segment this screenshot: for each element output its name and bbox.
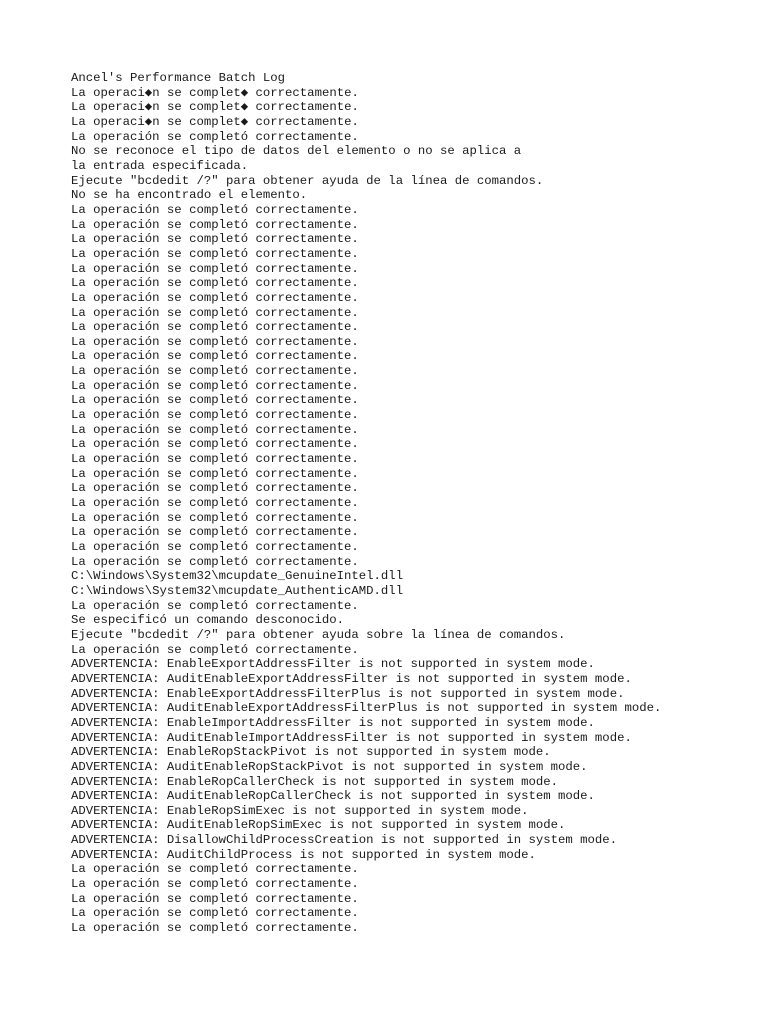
log-line: La operación se completó correctamente.	[71, 276, 359, 291]
log-line: ADVERTENCIA: EnableExportAddressFilter is not supported in system mode.	[71, 657, 595, 672]
log-line: ADVERTENCIA: DisallowChildProcessCreation is not supported in system mode.	[71, 833, 618, 848]
log-line: La operación se completó correctamente.	[71, 422, 359, 437]
log-line: La operaci◆n se complet◆ correctamente.	[71, 100, 359, 115]
log-line: ADVERTENCIA: AuditChildProcess is not supported in system mode.	[71, 847, 536, 862]
log-line: ADVERTENCIA: EnableImportAddressFilter is not supported in system mode.	[71, 715, 595, 730]
log-line: C:\Windows\System32\mcupdate_AuthenticAMD.dll	[71, 583, 404, 598]
log-line: ADVERTENCIA: EnableExportAddressFilterPlus is not supported in system mode.	[71, 686, 625, 701]
log-line: ADVERTENCIA: AuditEnableImportAddressFilter is not supported in system mode.	[71, 730, 632, 745]
log-line: La operación se completó correctamente.	[71, 525, 359, 540]
log-line: La operación se completó correctamente.	[71, 540, 359, 554]
log-line: ADVERTENCIA: AuditEnableRopSimExec is not supported in system mode.	[71, 818, 566, 833]
log-line: La operación se completó correctamente.	[71, 862, 359, 877]
log-line: La operación se completó correctamente.	[71, 217, 359, 232]
log-line: La operación se completó correctamente.	[71, 481, 359, 496]
log-line: La operación se completó correctamente.	[71, 232, 359, 247]
log-line: La operación se completó correctamente.	[71, 364, 359, 379]
log-line: La operación se completó correctamente.	[71, 891, 359, 906]
log-line: La operación se completó correctamente.	[71, 554, 359, 569]
log-line: la entrada especificada.	[71, 158, 249, 173]
log-line: La operación se completó correctamente.	[71, 921, 359, 936]
batch-log-text	[71, 71, 661, 936]
log-line: La operación se completó correctamente.	[71, 202, 359, 217]
log-line: La operación se completó correctamente.	[71, 510, 359, 525]
log-line: La operación se completó correctamente.	[71, 320, 359, 335]
log-line: ADVERTENCIA: EnableRopCallerCheck is not supported in system mode.	[71, 774, 559, 789]
log-line: La operación se completó correctamente.	[71, 290, 359, 305]
log-line: No se reconoce el tipo de datos del elemento o no se aplica a	[71, 144, 522, 159]
log-line: La operación se completó correctamente.	[71, 906, 359, 921]
log-line: ADVERTENCIA: AuditEnableExportAddressFilterPlus is not supported in system mode.	[71, 701, 662, 716]
log-line: Ejecute "bcdedit /?" para obtener ayuda de la línea de comandos.	[71, 173, 544, 188]
log-line: La operación se completó correctamente.	[71, 408, 359, 423]
log-line: No se ha encontrado el elemento.	[71, 188, 308, 203]
log-line: La operación se completó correctamente.	[71, 466, 359, 481]
log-line: Se especificó un comando desconocido.	[71, 613, 345, 628]
log-line: La operación se completó correctamente.	[71, 598, 359, 613]
log-line: ADVERTENCIA: AuditEnableRopStackPivot is not supported in system mode.	[71, 759, 588, 774]
log-line: La operación se completó correctamente.	[71, 261, 359, 276]
log-line: Ejecute "bcdedit /?" para obtener ayuda sobre la línea de comandos.	[71, 627, 566, 642]
log-line: La operaci◆n se complet◆ correctamente.	[71, 114, 359, 129]
log-line: La operación se completó correctamente.	[71, 393, 359, 408]
log-line: ADVERTENCIA: AuditEnableRopCallerCheck is not supported in system mode.	[71, 789, 595, 804]
log-line: ADVERTENCIA: AuditEnableExportAddressFilter is not supported in system mode.	[71, 671, 632, 686]
log-line: La operación se completó correctamente.	[71, 246, 359, 261]
log-line: La operación se completó correctamente.	[71, 129, 359, 144]
log-line: La operaci◆n se complet◆ correctamente.	[71, 85, 359, 100]
log-line: La operación se completó correctamente.	[71, 642, 359, 657]
log-line: La operación se completó correctamente.	[71, 378, 359, 393]
log-line: La operación se completó correctamente.	[71, 305, 359, 320]
log-line: C:\Windows\System32\mcupdate_GenuineIntel.dll	[71, 569, 404, 584]
log-line: La operación se completó correctamente.	[71, 496, 359, 511]
log-title: Ancel's Performance Batch Log	[71, 71, 286, 85]
log-line: ADVERTENCIA: EnableRopStackPivot is not supported in system mode.	[71, 745, 551, 760]
log-line: La operación se completó correctamente.	[71, 877, 359, 892]
log-line: ADVERTENCIA: EnableRopSimExec is not supported in system mode.	[71, 803, 529, 818]
log-line: La operación se completó correctamente.	[71, 334, 359, 349]
log-line: La operación se completó correctamente.	[71, 437, 359, 452]
log-line: La operación se completó correctamente.	[71, 349, 359, 364]
log-line: La operación se completó correctamente.	[71, 452, 359, 467]
